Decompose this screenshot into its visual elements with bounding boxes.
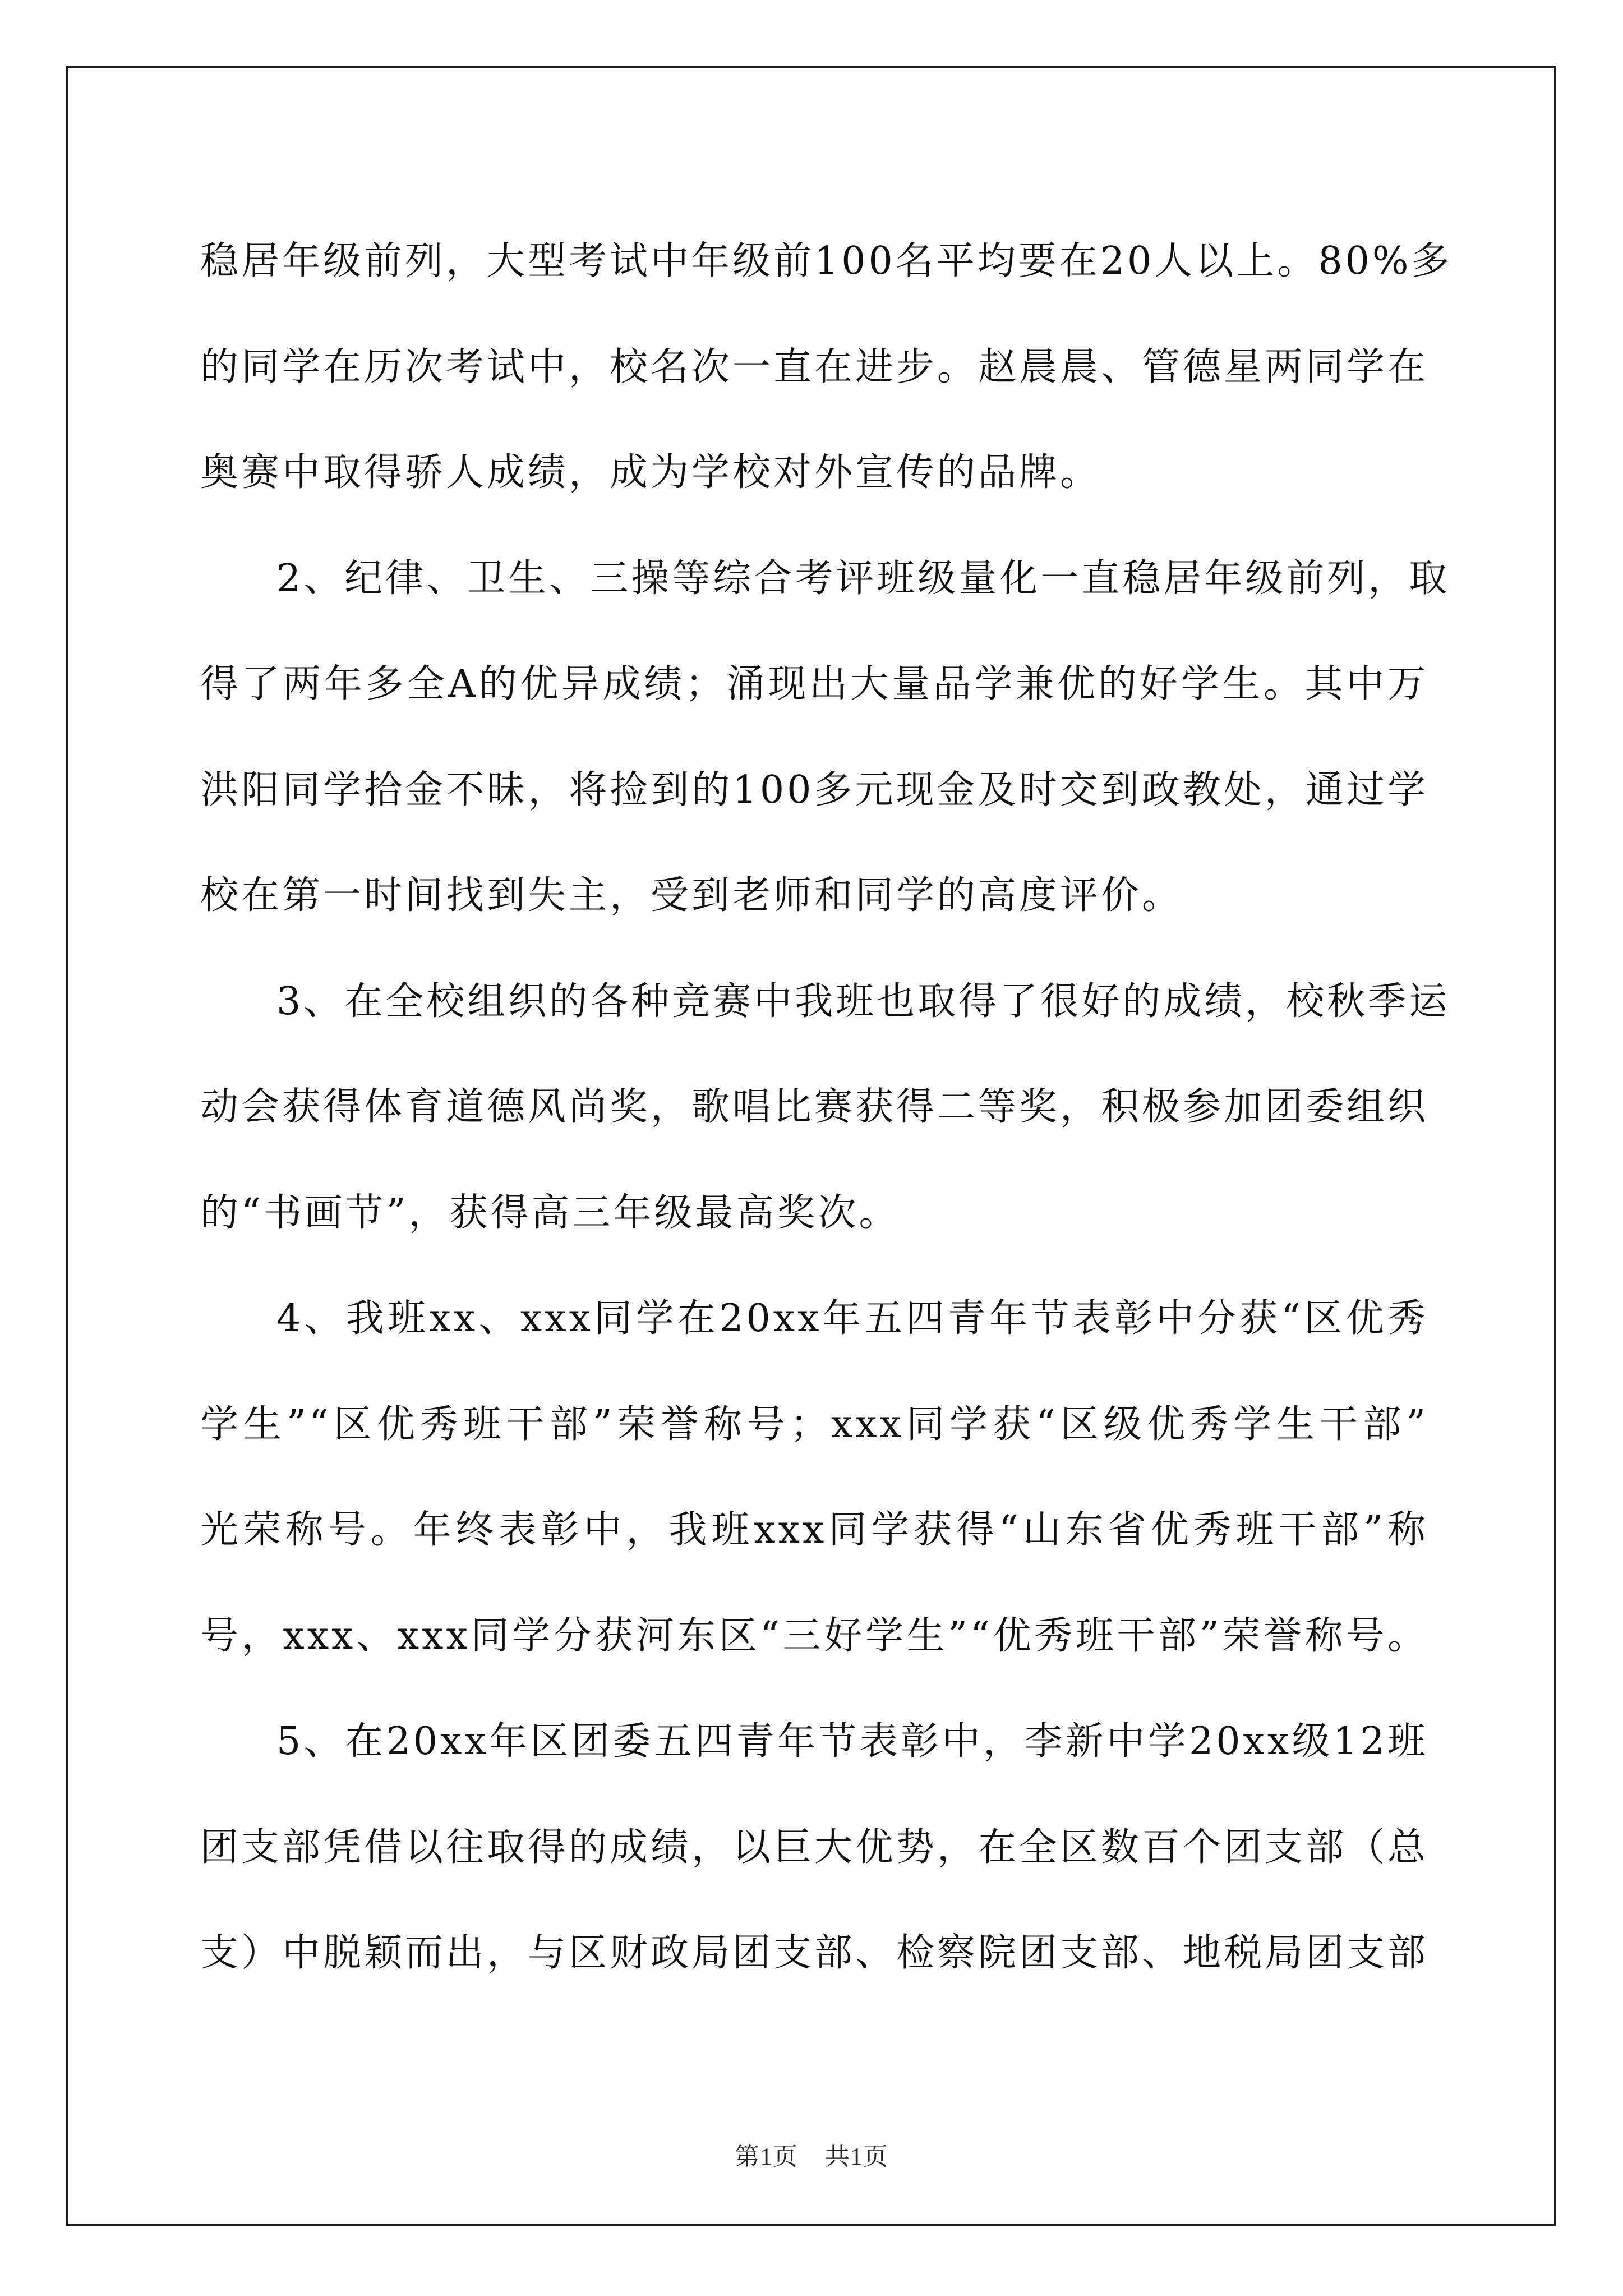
text-line: 洪阳同学拾金不昧，将捡到的100多元现金及时交到政教处，通过学 xyxy=(200,767,1428,812)
text-line: 的同学在历次考试中，校名次一直在进步。赵晨晨、管德星两同学在 xyxy=(200,344,1429,389)
text-line: 3、在全校组织的各种竞赛中我班也取得了很好的成绩，校秋季运 xyxy=(276,979,1450,1024)
paragraph-2 xyxy=(200,526,1450,949)
text-line: 学生”“区优秀班干部”荣誉称号；xxx同学获“区级优秀学生干部” xyxy=(200,1402,1428,1447)
text-line: 2、纪律、卫生、三操等综合考评班级量化一直稳居年级前列，取 xyxy=(276,556,1450,601)
text-line: 4、我班xx、xxx同学在20xx年五四青年节表彰中分获“区优秀 xyxy=(276,1296,1428,1341)
page-number: 第1页 xyxy=(735,2143,798,2170)
text-line: 光荣称号。年终表彰中，我班xxx同学获得“山东省优秀班干部”称 xyxy=(200,1508,1428,1552)
paragraph-1 xyxy=(200,209,1453,526)
text-line: 的“书画节”，获得高三年级最高奖次。 xyxy=(200,1190,900,1235)
text-line: 动会获得体育道德风尚奖，歌唱比赛获得二等奖，积极参加团委组织 xyxy=(200,1085,1429,1129)
page-footer xyxy=(0,2136,1623,2172)
text-line: 稳居年级前列，大型考试中年级前100名平均要在20人以上。80%多 xyxy=(200,239,1453,283)
paragraph-5 xyxy=(200,1689,1428,2007)
text-line: 支）中脱颖而出，与区财政局团支部、检察院团支部、地税局团支部 xyxy=(200,1931,1429,1975)
text-line: 团支部凭借以往取得的成绩，以巨大优势，在全区数百个团支部（总 xyxy=(200,1825,1429,1870)
page-total: 共1页 xyxy=(825,2143,888,2170)
paragraph-4 xyxy=(200,1266,1428,1689)
text-line: 奥赛中取得骄人成绩，成为学校对外宣传的品牌。 xyxy=(200,450,1101,495)
paragraph-3 xyxy=(200,949,1450,1267)
text-line: 校在第一时间找到失主，受到老师和同学的高度评价。 xyxy=(200,873,1183,918)
text-line: 号，xxx、xxx同学分获河东区“三好学生”“优秀班干部”荣誉称号。 xyxy=(200,1613,1428,1658)
text-line: 5、在20xx年区团委五四青年节表彰中，李新中学20xx级12班 xyxy=(276,1719,1428,1764)
document-body xyxy=(200,209,1453,2007)
text-line: 得了两年多全A的优异成绩；涌现出大量品学兼优的好学生。其中万 xyxy=(200,662,1428,706)
